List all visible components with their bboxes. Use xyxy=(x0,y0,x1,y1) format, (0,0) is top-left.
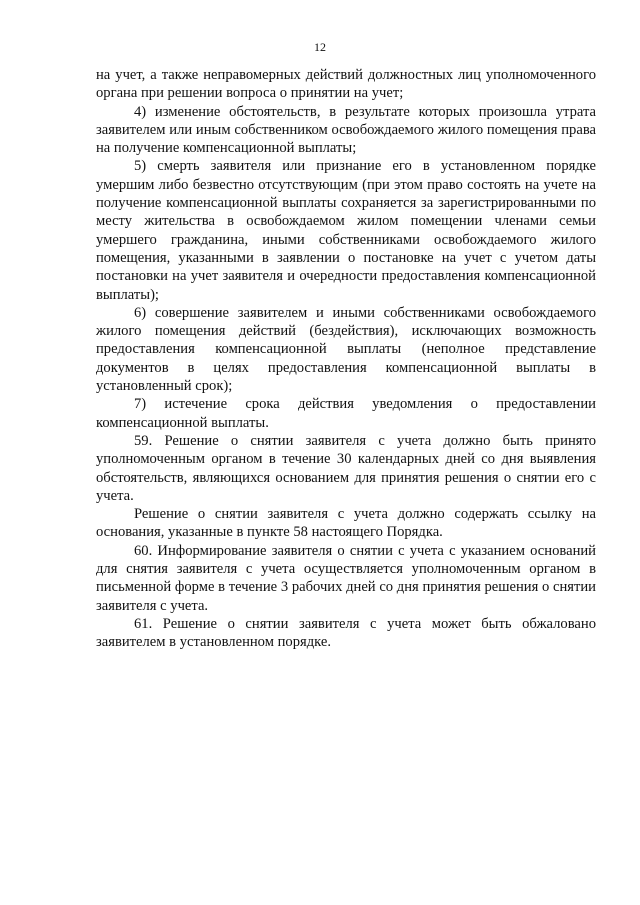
paragraph-item-4: 4) изменение обстоятельств, в результате которых произошла утрата заявителем или иным собственником освобождаемого жилого помещения права на получение компенсационной выплаты; xyxy=(96,103,596,157)
paragraph-section-59-note: Решение о снятии заявителя с учета должно содержать ссылку на основания, указанные в пункте 58 настоящего Порядка. xyxy=(96,506,596,541)
paragraph-item-6: 6) совершение заявителем и иными собственниками освобождаемого жилого помещения действий (бездействия), исключающих возможность предоставления компенсационной выплаты (неполное представление документов в целях предоставления компенсационной выплаты в установленный срок); xyxy=(96,304,596,395)
paragraph-continuation: на учет, а также неправомерных действий должностных лиц уполномоченного органа при решении вопроса о принятии на учет; xyxy=(96,67,596,102)
paragraph-item-5: 5) смерть заявителя или признание его в установленном порядке умершим либо безвестно отсутствующим (при этом право состоять на учете на получение компенсационной выплаты сохраняется за зарегистрированными по месту жительства в освобождаемом жилом помещении членами семьи умершего гражданина, иными собственниками освобождаемого жилого помещения, указанными в заявлении о постановке на учет с учетом даты постановки на учет заявителя и очередности предоставления компенсационной выплаты); xyxy=(96,158,596,303)
document-body xyxy=(96,66,596,652)
paragraph-section-60: 60. Информирование заявителя о снятии с учета с указанием оснований для снятия заявителя с учета осуществляется уполномоченным органом в письменной форме в течение 3 рабочих дней со дня принятия решения о снятии заявителя с учета. xyxy=(96,542,596,614)
paragraph-section-59: 59. Решение о снятии заявителя с учета должно быть принято уполномоченным органом в течение 30 календарных дней со дня выявления обстоятельств, являющихся основанием для принятия решения о снятии его с учета. xyxy=(96,432,596,504)
page-number: 12 xyxy=(314,40,326,54)
paragraph-item-7: 7) истечение срока действия уведомления о предоставлении компенсационной выплаты. xyxy=(96,396,596,431)
paragraph-section-61: 61. Решение о снятии заявителя с учета может быть обжаловано заявителем в установленном порядке. xyxy=(96,615,596,651)
